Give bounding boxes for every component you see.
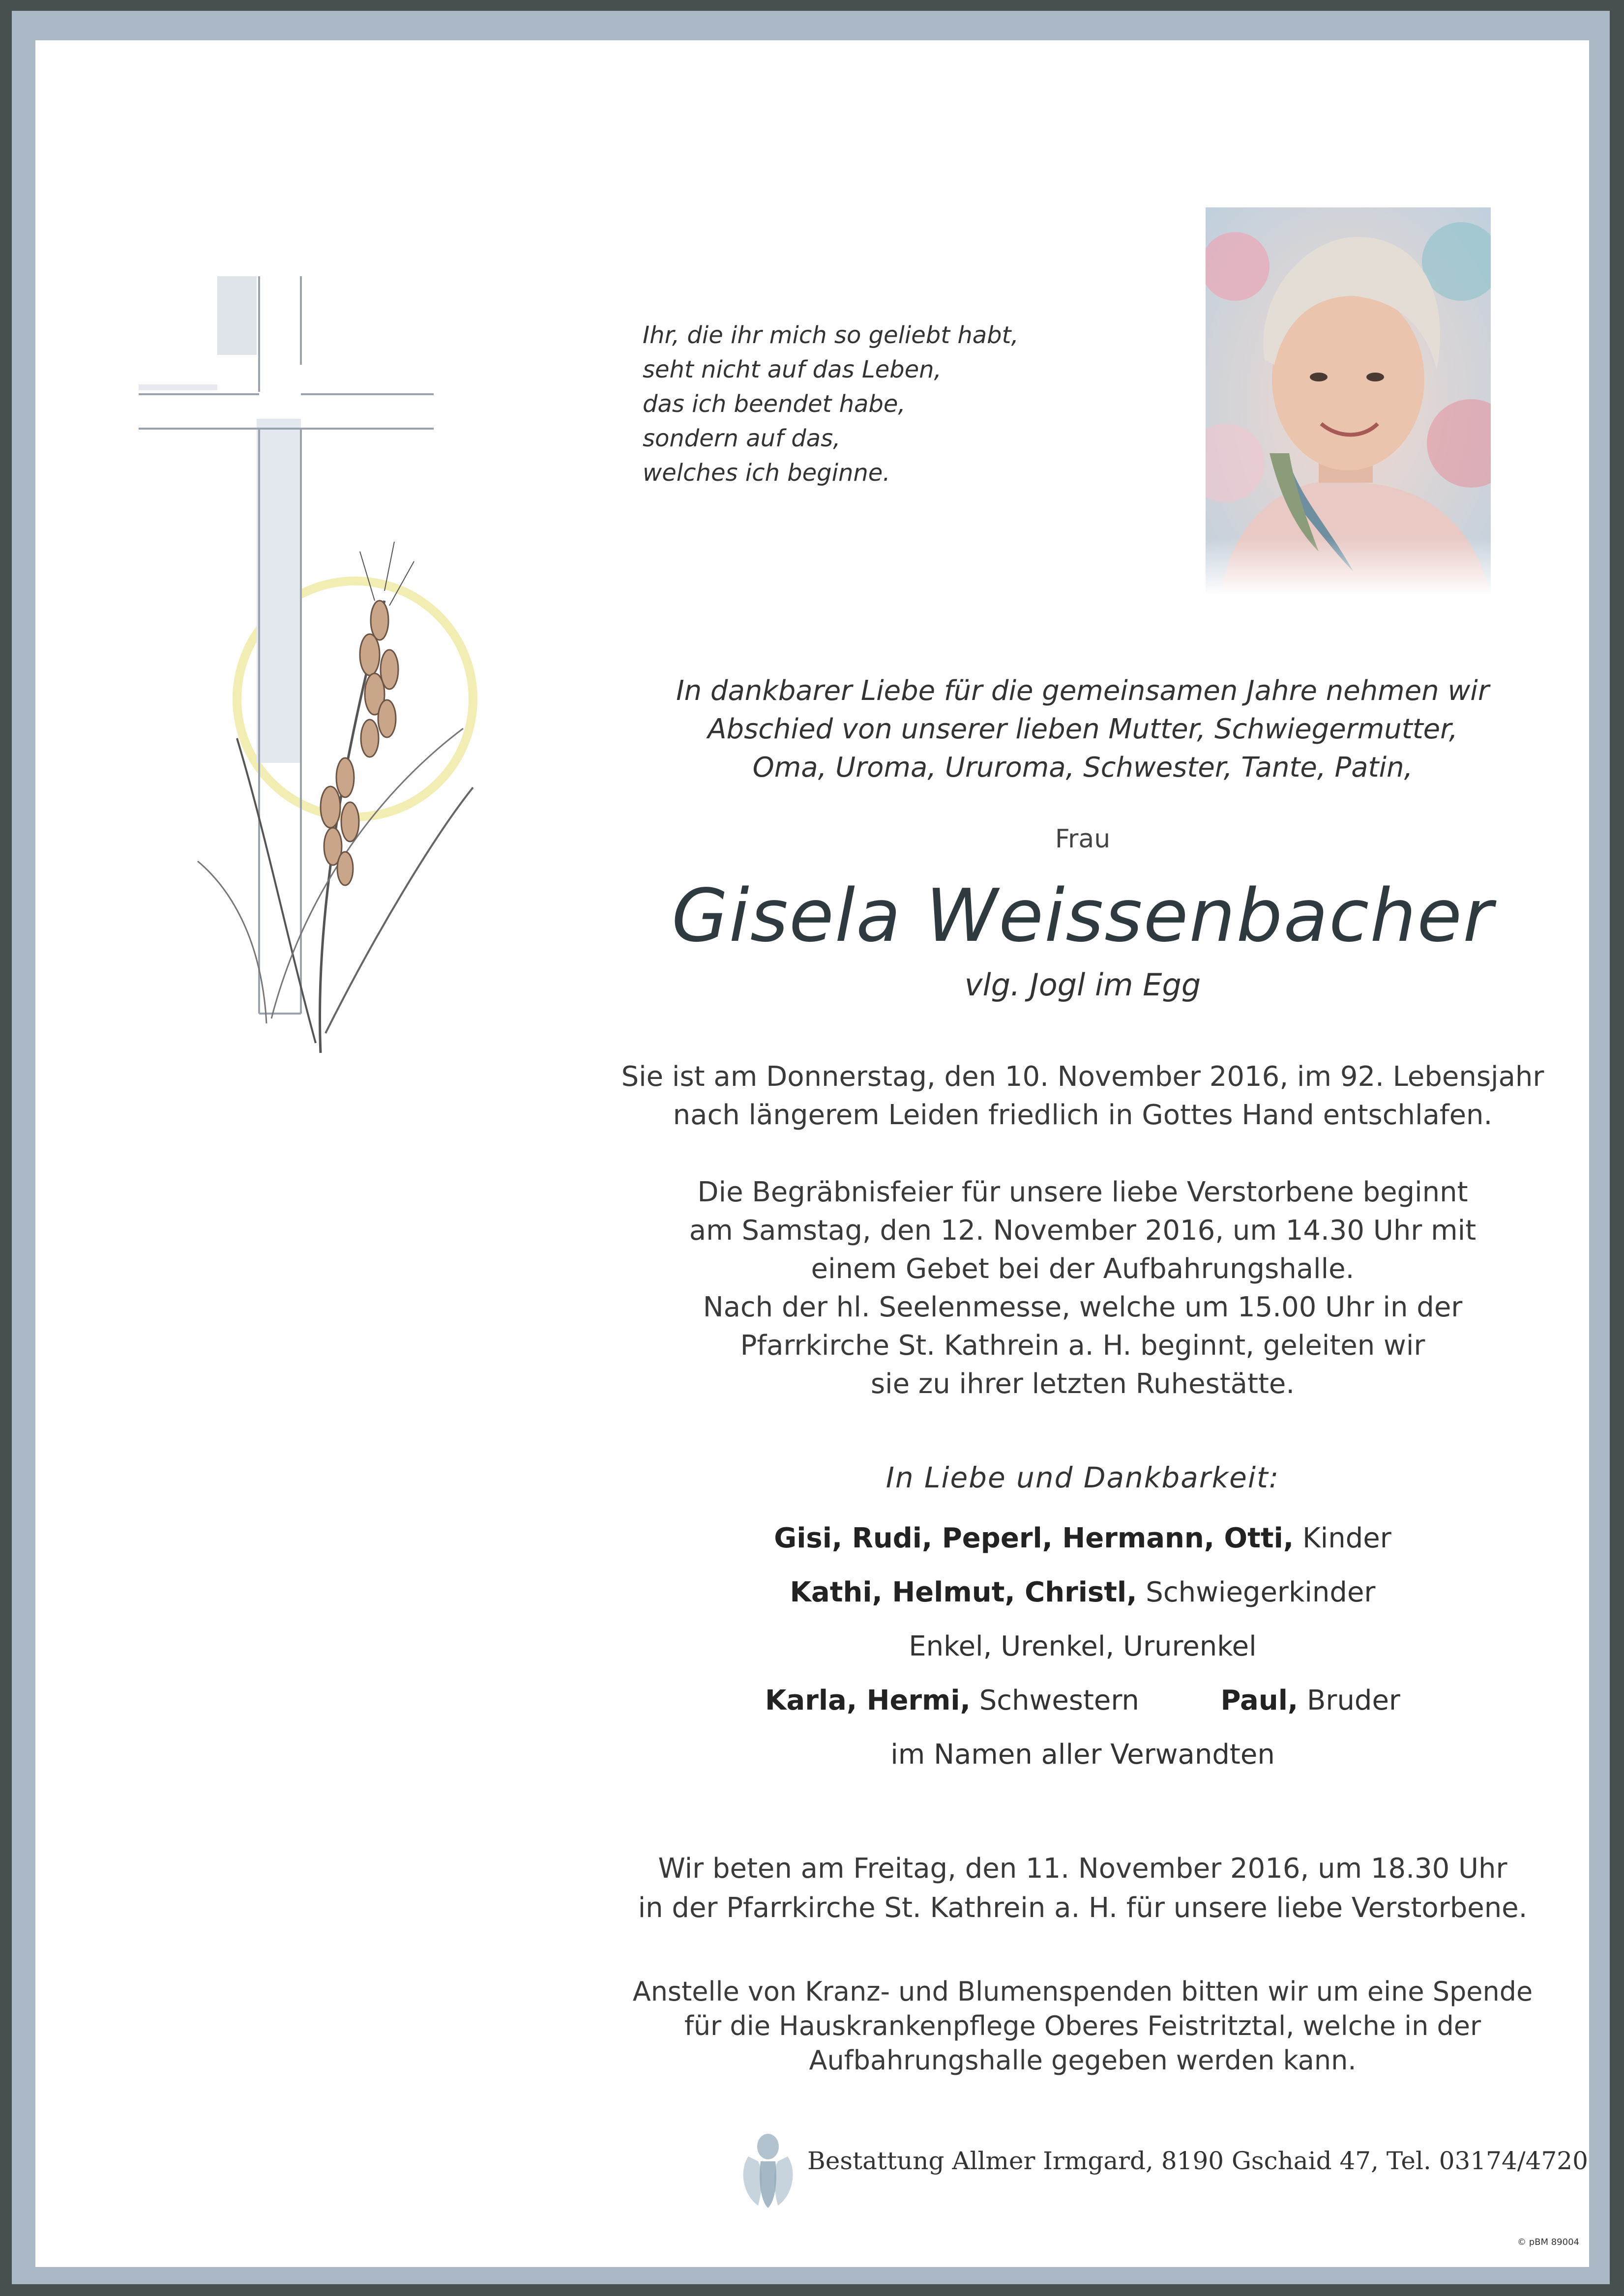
copyright-mark: © pBM 89004	[1517, 2237, 1579, 2247]
children-label: Kinder	[1302, 1522, 1391, 1554]
intro-line: Abschied von unserer lieben Mutter, Schwiegermutter,	[708, 713, 1458, 745]
funeral-home-info: Bestattung Allmer Irmgard, 8190 Gschaid 47, Tel. 03174/4720	[807, 2147, 1588, 2175]
donation-notice-line: Aufbahrungshalle gegeben werden kann.	[809, 2045, 1357, 2076]
vulgo-name: vlg. Jogl im Egg	[964, 967, 1201, 1003]
portrait-photo	[1206, 207, 1491, 596]
mourners-children	[591, 1522, 1574, 1554]
funeral-notice-line: am Samstag, den 12. November 2016, um 14.30 Uhr mit	[689, 1215, 1476, 1247]
inlaws-names: Kathi, Helmut, Christl,	[790, 1576, 1137, 1608]
funeral-notice-line: Pfarrkirche St. Kathrein a. H. beginnt, geleiten wir	[740, 1330, 1425, 1362]
prayer-notice-line: in der Pfarrkirche St. Kathrein a. H. für unsere liebe Verstorbene.	[638, 1892, 1528, 1924]
brother-name: Paul,	[1220, 1685, 1299, 1716]
death-notice-line: nach längerem Leiden friedlich in Gottes Hand entschlafen.	[673, 1099, 1493, 1131]
sisters-label: Schwestern	[979, 1685, 1139, 1716]
poem-line: seht nicht auf das Leben,	[643, 356, 942, 383]
mourners-relatives: im Namen aller Verwandten	[890, 1739, 1275, 1771]
funeral-notice-line: Nach der hl. Seelenmesse, welche um 15.00 Uhr in der	[703, 1291, 1463, 1323]
funeral-notice-line: Die Begräbnisfeier für unsere liebe Verstorbene beginnt	[697, 1176, 1468, 1208]
donation-notice-line: für die Hauskrankenpflege Oberes Feistritztal, welche in der	[684, 2010, 1481, 2041]
mourners-heading: In Liebe und Dankbarkeit:	[886, 1461, 1280, 1494]
brother-label: Bruder	[1307, 1685, 1400, 1716]
inlaws-label: Schwiegerkinder	[1146, 1576, 1376, 1608]
poem-line: Ihr, die ihr mich so geliebt habt,	[643, 321, 1019, 349]
page-frame	[12, 11, 1610, 2284]
donation-notice-line: Anstelle von Kranz- und Blumenspenden bitten wir um eine Spende	[632, 1976, 1533, 2007]
deceased-name: Gisela Weissenbacher	[671, 873, 1494, 958]
death-notice-line: Sie ist am Donnerstag, den 10. November 2016, im 92. Lebensjahr	[621, 1061, 1544, 1093]
death-notice	[591, 1058, 1574, 1134]
poem-line: welches ich beginne.	[643, 459, 890, 487]
children-names: Gisi, Rudi, Peperl, Hermann, Otti,	[774, 1522, 1294, 1554]
funeral-notice-line: sie zu ihrer letzten Ruhestätte.	[870, 1368, 1295, 1400]
intro-text	[591, 672, 1574, 787]
intro-line: In dankbarer Liebe für die gemeinsamen Jahre nehmen wir	[676, 675, 1489, 707]
mourners-siblings	[591, 1685, 1574, 1716]
poem	[643, 318, 1085, 490]
mourners-inlaws	[591, 1576, 1574, 1608]
salutation: Frau	[1055, 824, 1111, 854]
poem-line: das ich beendet habe,	[643, 390, 906, 418]
intro-line: Oma, Uroma, Ururoma, Schwester, Tante, Patin,	[752, 752, 1413, 784]
cross-with-wheat-icon	[139, 247, 542, 1073]
angel-icon	[738, 2127, 797, 2210]
mourners-grandchildren: Enkel, Urenkel, Ururenkel	[909, 1630, 1257, 1662]
poem-line: sondern auf das,	[643, 425, 841, 452]
funeral-notice	[591, 1173, 1574, 1403]
sisters-names: Karla, Hermi,	[765, 1685, 971, 1716]
obituary-sheet	[35, 40, 1589, 2267]
funeral-notice-line: einem Gebet bei der Aufbahrungshalle.	[811, 1253, 1355, 1285]
prayer-notice-line: Wir beten am Freitag, den 11. November 2016, um 18.30 Uhr	[658, 1853, 1507, 1885]
prayer-notice	[591, 1849, 1574, 1928]
donation-notice	[591, 1975, 1574, 2078]
